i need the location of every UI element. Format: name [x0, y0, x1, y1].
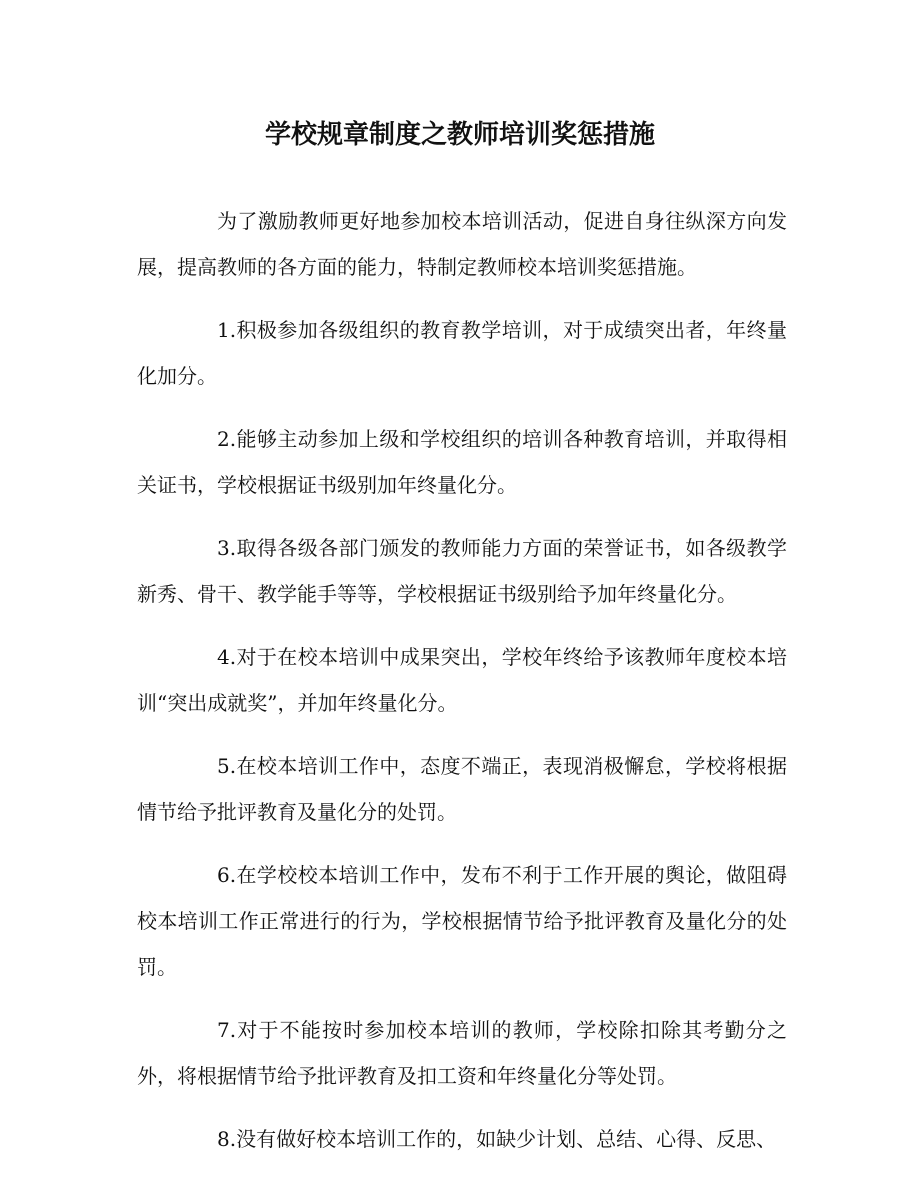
- document-body: [137, 198, 787, 1179]
- paragraph-item-2: 2.能够主动参加上级和学校组织的培训各种教育培训，并取得相关证书，学校根据证书级别加年终量化分。: [137, 427, 787, 497]
- paragraph-item-8: 8.没有做好校本培训工作的，如缺少计划、总结、心得、反思、: [217, 1127, 777, 1151]
- paragraph-item-6: 6.在学校校本培训工作中，发布不利于工作开展的舆论，做阻碍校本培训工作正常进行的行为，学校根据情节给予批评教育及量化分的处罚。: [137, 863, 787, 979]
- paragraph-item-5: 5.在校本培训工作中，态度不端正，表现消极懈怠，学校将根据情节给予批评教育及量化分的处罚。: [137, 754, 787, 824]
- paragraph-item-4: 4.对于在校本培训中成果突出，学校年终给予该教师年度校本培训“突出成就奖”，并加年终量化分。: [137, 645, 787, 715]
- paragraph-item-7: 7.对于不能按时参加校本培训的教师，学校除扣除其考勤分之外，将根据情节给予批评教育及扣工资和年终量化分等处罚。: [137, 1018, 787, 1088]
- paragraph-intro: 为了激励教师更好地参加校本培训活动，促进自身往纵深方向发展，提高教师的各方面的能力，特制定教师校本培训奖惩措施。: [137, 209, 787, 279]
- paragraph-item-1: 1.积极参加各级组织的教育教学培训，对于成绩突出者，年终量化加分。: [137, 318, 787, 388]
- paragraph-item-3: 3.取得各级各部门颁发的教师能力方面的荣誉证书，如各级教学新秀、骨干、教学能手等等，学校根据证书级别给予加年终量化分。: [137, 536, 787, 606]
- document-title: 学校规章制度之教师培训奖惩措施: [264, 120, 655, 150]
